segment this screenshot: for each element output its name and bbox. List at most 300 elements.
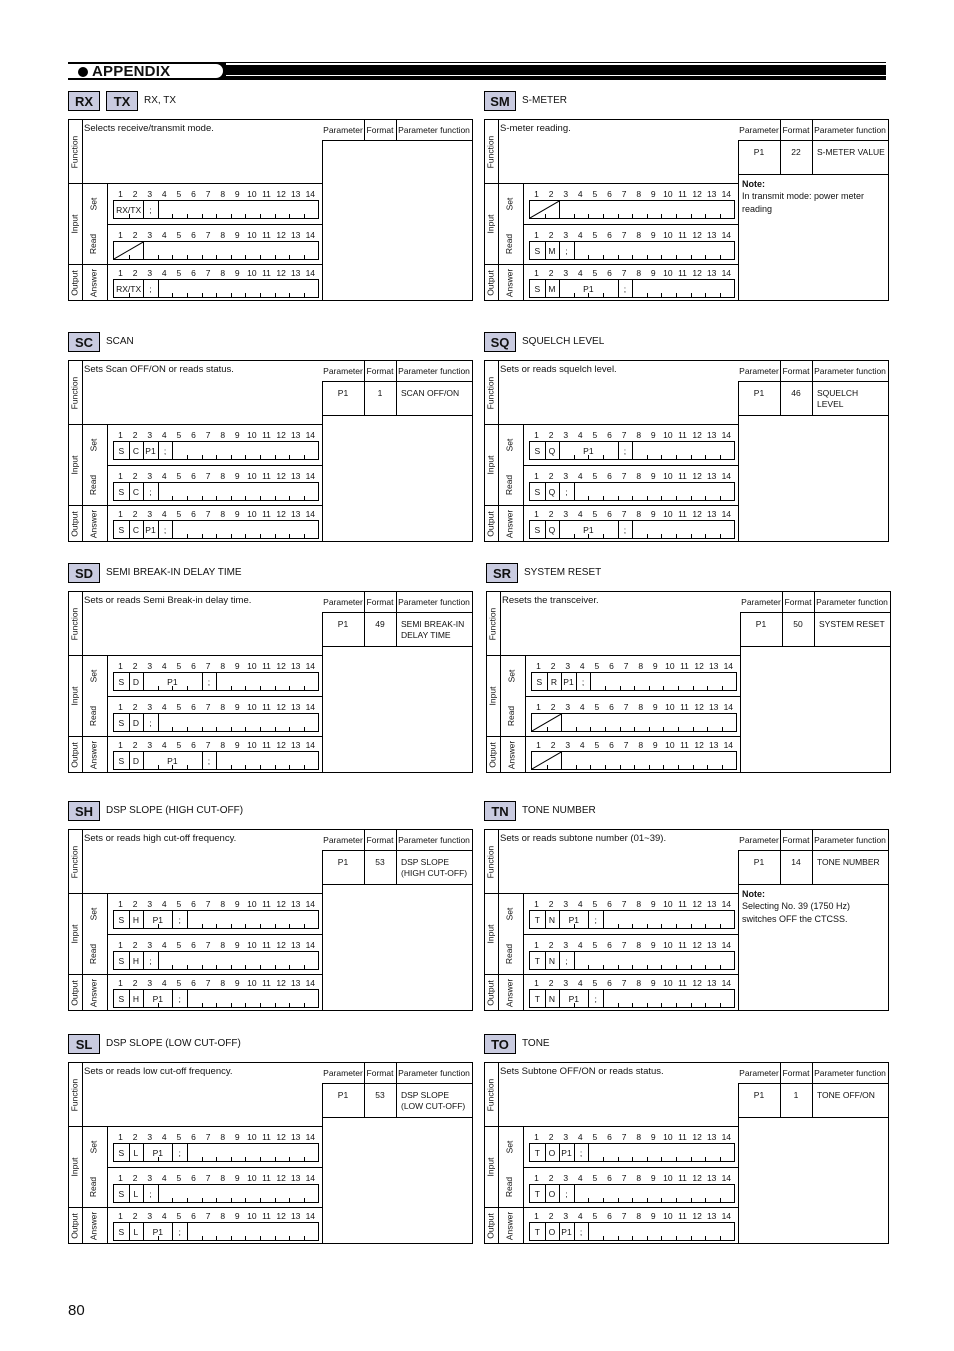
cell-tick	[661, 1236, 662, 1240]
digit-label: 2	[132, 740, 138, 750]
cell-tick	[590, 765, 591, 769]
digit-label: 1	[534, 430, 539, 440]
parameter-header: Parameter	[738, 361, 780, 381]
cell-tick	[202, 496, 203, 500]
cell-tick	[632, 965, 633, 969]
command-char: ;	[565, 246, 568, 256]
command-char: T	[534, 994, 540, 1004]
digit-label: 7	[205, 1132, 211, 1142]
cell-tick	[202, 1003, 203, 1007]
frame-line	[107, 1167, 322, 1168]
read-label: Read	[88, 233, 98, 255]
command-table	[484, 360, 889, 542]
command-cell	[529, 520, 735, 539]
cell-tick	[216, 293, 217, 297]
frame-line	[69, 736, 322, 737]
cell-tick	[663, 727, 664, 731]
digit-label: 2	[132, 471, 138, 481]
command-table	[484, 1062, 889, 1244]
cell-tick	[245, 1003, 246, 1007]
frame-line	[69, 505, 322, 506]
digit-label: 1	[118, 471, 123, 481]
digit-label: 7	[621, 1211, 627, 1221]
command-block-sq	[484, 332, 889, 547]
digit-label: 6	[607, 899, 612, 909]
digit-label: 9	[650, 471, 656, 481]
digit-label: 6	[191, 189, 196, 199]
command-cell	[113, 1222, 319, 1241]
table-line	[812, 830, 813, 884]
digit-label: 2	[132, 230, 138, 240]
cell-tick	[707, 686, 708, 690]
cell-tick	[618, 214, 619, 218]
command-char: L	[133, 1148, 139, 1158]
command-block-sr	[486, 563, 891, 778]
command-char: M	[548, 284, 556, 294]
command-cell	[113, 951, 319, 970]
cell-tick	[275, 686, 276, 690]
digit-label: 12	[276, 268, 286, 278]
parameter-function-header: Parameter function	[396, 592, 472, 612]
cell-tick	[590, 727, 591, 731]
cell-tick	[260, 924, 261, 928]
command-char: RX/TX	[116, 205, 142, 215]
cell-tick	[245, 255, 246, 259]
digit-label: 11	[680, 661, 689, 671]
digit-label: 7	[205, 1211, 211, 1221]
digit-label: 4	[579, 661, 585, 671]
digit-label: 8	[220, 189, 226, 199]
cell-tick	[634, 727, 635, 731]
command-char: ;	[565, 956, 568, 966]
digit-label: 2	[132, 899, 138, 909]
cell-tick	[647, 924, 648, 928]
not-available-slash	[532, 752, 561, 769]
parameter-table	[738, 1063, 888, 1244]
command-char: P1	[568, 915, 579, 925]
cell-tick	[231, 965, 232, 969]
position-digits	[69, 740, 329, 750]
parameter-format: 53	[375, 857, 385, 867]
command-char: T	[534, 915, 540, 925]
digit-label: 6	[191, 230, 196, 240]
cell-tick	[722, 727, 723, 731]
digit-label: 7	[205, 430, 211, 440]
command-block-sc	[68, 332, 473, 547]
digit-label: 11	[262, 899, 271, 909]
command-char: O	[548, 1227, 556, 1237]
digit-label: 7	[621, 230, 627, 240]
command-char: S	[118, 994, 125, 1004]
digit-label: 11	[262, 702, 271, 712]
cell-divider	[603, 911, 604, 928]
cell-divider	[561, 752, 562, 769]
digit-label: 10	[247, 471, 257, 481]
digit-label: 10	[665, 740, 675, 750]
cell-divider	[603, 990, 604, 1007]
frame-line	[69, 974, 322, 975]
digit-label: 9	[650, 268, 656, 278]
cell-divider	[187, 990, 188, 1007]
output-label: Output	[69, 979, 79, 1006]
digit-label: 8	[220, 1211, 226, 1221]
cell-tick	[705, 293, 706, 297]
digit-label: 11	[678, 1132, 687, 1142]
digit-label: 8	[220, 230, 226, 240]
digit-label: 3	[147, 702, 153, 712]
digit-label: 10	[663, 189, 673, 199]
digit-label: 6	[191, 940, 196, 950]
answer-label: Answer	[506, 740, 516, 769]
cell-tick	[304, 924, 305, 928]
function-description: S-meter reading.	[500, 123, 571, 134]
function-label: Function	[487, 607, 497, 640]
parameter-name: P1	[753, 857, 765, 867]
cell-divider	[158, 1185, 159, 1202]
set-label: Set	[504, 197, 514, 210]
digit-label: 1	[118, 740, 123, 750]
digit-label: 9	[234, 702, 240, 712]
digit-label: 11	[680, 702, 689, 712]
cell-tick	[187, 965, 188, 969]
cell-tick	[691, 1236, 692, 1240]
cell-divider	[574, 1185, 575, 1202]
cell-divider	[559, 201, 560, 218]
parameter-function: SCAN OFF/ON	[401, 388, 460, 398]
cell-tick	[720, 965, 721, 969]
digit-label: 6	[191, 661, 196, 671]
function-description: Sets Subtone OFF/ON or reads status.	[500, 1066, 664, 1077]
set-label: Set	[88, 197, 98, 210]
digit-label: 7	[621, 268, 627, 278]
cell-tick	[304, 1198, 305, 1202]
digit-label: 12	[276, 899, 286, 909]
digit-label: 1	[118, 702, 123, 712]
cell-divider	[172, 442, 173, 459]
cell-tick	[245, 1198, 246, 1202]
input-label: Input	[485, 214, 495, 233]
digit-label: 6	[191, 509, 196, 519]
cell-tick	[289, 686, 290, 690]
cell-tick	[216, 534, 217, 538]
command-block-to	[484, 1034, 889, 1249]
digit-label: 3	[563, 471, 569, 481]
table-line	[740, 646, 890, 647]
digit-label: 14	[305, 661, 316, 671]
frame-line	[525, 696, 740, 697]
answer-label: Answer	[88, 740, 98, 769]
position-digits	[69, 230, 329, 240]
digit-label: 13	[290, 940, 301, 950]
cell-tick	[647, 534, 648, 538]
digit-label: 4	[577, 1173, 583, 1183]
digit-label: 14	[305, 740, 316, 750]
digit-label: 5	[592, 1211, 598, 1221]
command-char: ;	[178, 1148, 181, 1158]
digit-label: 11	[678, 899, 687, 909]
digit-label: 14	[305, 430, 316, 440]
digit-label: 13	[706, 430, 717, 440]
digit-label: 9	[234, 471, 240, 481]
digit-label: 1	[536, 740, 541, 750]
answer-label: Answer	[88, 978, 98, 1007]
cell-tick	[632, 255, 633, 259]
cell-tick	[289, 1157, 290, 1161]
command-cell	[529, 241, 735, 260]
header-pill	[68, 63, 224, 79]
command-cell	[529, 482, 735, 501]
format-header: Format	[364, 1063, 396, 1083]
parameter-table	[322, 592, 472, 773]
digit-label: 8	[636, 899, 642, 909]
position-digits	[485, 1211, 745, 1221]
digit-label: 5	[592, 230, 598, 240]
cell-tick	[661, 455, 662, 459]
position-digits	[69, 1132, 329, 1142]
command-char: O	[548, 1189, 556, 1199]
parameter-name: P1	[337, 857, 349, 867]
cell-tick	[275, 534, 276, 538]
cell-tick	[216, 255, 217, 259]
digit-label: 10	[665, 661, 675, 671]
output-label: Output	[485, 269, 495, 296]
command-char: P1	[583, 446, 594, 456]
cell-tick	[245, 924, 246, 928]
digit-label: 1	[534, 509, 539, 519]
digit-label: 11	[678, 430, 687, 440]
cell-tick	[661, 1003, 662, 1007]
function-description: Selects receive/transmit mode.	[84, 123, 214, 134]
digit-label: 12	[276, 1132, 286, 1142]
frame-line	[485, 893, 738, 894]
function-label: Function	[69, 376, 79, 409]
digit-label: 8	[220, 702, 226, 712]
table-line	[812, 1063, 813, 1117]
table-line	[738, 381, 888, 382]
cell-tick	[187, 534, 188, 538]
cell-tick	[632, 1198, 633, 1202]
cell-tick	[693, 727, 694, 731]
digit-label: 4	[161, 1211, 167, 1221]
position-digits	[485, 471, 745, 481]
cell-tick	[304, 255, 305, 259]
digit-label: 10	[247, 740, 257, 750]
command-title: RX, TX	[144, 95, 177, 106]
cell-tick	[231, 1198, 232, 1202]
table-line	[812, 120, 813, 174]
digit-label: 8	[220, 430, 226, 440]
cell-tick	[693, 765, 694, 769]
digit-label: 4	[579, 740, 585, 750]
cell-tick	[676, 534, 677, 538]
cell-tick	[260, 1157, 261, 1161]
command-code-badge: SL	[68, 1034, 100, 1054]
command-block-sm	[484, 91, 889, 306]
table-line	[396, 1063, 397, 1117]
command-table	[68, 1062, 473, 1244]
digit-label: 13	[708, 702, 719, 712]
command-char: P1	[152, 915, 163, 925]
digit-label: 5	[176, 899, 182, 909]
cell-tick	[275, 1198, 276, 1202]
digit-label: 12	[692, 509, 702, 519]
digit-label: 4	[161, 1173, 167, 1183]
frame-line	[485, 505, 738, 506]
frame-line	[523, 465, 738, 466]
command-char: ;	[178, 1227, 181, 1237]
cell-tick	[661, 255, 662, 259]
digit-label: 1	[118, 940, 123, 950]
cell-tick	[705, 455, 706, 459]
cell-tick	[647, 1157, 648, 1161]
cell-tick	[245, 686, 246, 690]
digit-label: 11	[678, 189, 687, 199]
cell-tick	[649, 727, 650, 731]
cell-tick	[260, 765, 261, 769]
parameter-format: 14	[791, 857, 801, 867]
command-char: ;	[163, 525, 167, 535]
frame-line	[107, 696, 322, 697]
cell-divider	[158, 201, 159, 218]
command-char: S	[534, 487, 541, 497]
cell-tick	[722, 765, 723, 769]
answer-label: Answer	[504, 1211, 514, 1240]
cell-tick	[691, 496, 692, 500]
command-title: SEMI BREAK-IN DELAY TIME	[106, 567, 242, 578]
digit-label: 3	[147, 899, 153, 909]
cell-divider	[216, 673, 217, 690]
digit-label: 9	[650, 940, 656, 950]
cell-tick	[231, 1236, 232, 1240]
command-title: TONE NUMBER	[522, 805, 596, 816]
command-cell	[113, 910, 319, 929]
parameter-table	[322, 1063, 472, 1244]
table-line	[396, 830, 397, 884]
set-label: Set	[504, 438, 514, 451]
parameter-header: Parameter	[322, 830, 364, 850]
digit-label: 4	[577, 509, 583, 519]
digit-label: 7	[623, 702, 629, 712]
cell-tick	[705, 496, 706, 500]
cell-tick	[289, 496, 290, 500]
cell-tick	[304, 686, 305, 690]
command-cell	[113, 989, 319, 1008]
cell-tick	[676, 496, 677, 500]
digit-label: 12	[692, 268, 702, 278]
cell-tick	[260, 496, 261, 500]
command-block-tn	[484, 801, 889, 1016]
cell-tick	[618, 965, 619, 969]
digit-label: 4	[161, 471, 167, 481]
command-table	[484, 829, 889, 1011]
digit-label: 6	[191, 702, 196, 712]
frame-line	[107, 934, 322, 935]
cell-tick	[632, 1236, 633, 1240]
cell-tick	[231, 214, 232, 218]
cell-tick	[289, 214, 290, 218]
digit-label: 6	[607, 230, 612, 240]
digit-label: 7	[205, 740, 211, 750]
digit-label: 12	[692, 430, 702, 440]
digit-label: 5	[592, 471, 598, 481]
format-header: Format	[780, 830, 812, 850]
parameter-function: SEMI BREAK-IN DELAY TIME	[401, 619, 465, 640]
command-char: S	[118, 1148, 125, 1158]
digit-label: 3	[563, 1132, 569, 1142]
digit-label: 6	[607, 1132, 612, 1142]
set-label: Set	[504, 1140, 514, 1153]
position-digits	[487, 702, 747, 712]
command-char: ;	[565, 1189, 568, 1199]
digit-label: 3	[563, 978, 569, 988]
cell-tick	[231, 727, 232, 731]
cell-tick	[216, 455, 217, 459]
command-char: H	[132, 915, 139, 925]
digit-label: 13	[290, 1173, 301, 1183]
cell-tick	[605, 686, 606, 690]
cell-tick	[676, 455, 677, 459]
input-label: Input	[69, 686, 79, 705]
digit-label: 8	[636, 940, 642, 950]
digit-label: 8	[220, 1173, 226, 1183]
digit-label: 10	[663, 471, 673, 481]
cell-tick	[720, 1003, 721, 1007]
digit-label: 3	[563, 509, 569, 519]
digit-label: 12	[276, 661, 286, 671]
cell-divider	[143, 242, 144, 259]
digit-label: 2	[548, 268, 554, 278]
cell-divider	[158, 483, 159, 500]
table-line	[738, 884, 888, 885]
frame-line	[523, 893, 524, 1011]
digit-label: 10	[247, 899, 257, 909]
set-label: Set	[88, 1140, 98, 1153]
frame-line	[523, 1167, 738, 1168]
digit-label: 1	[118, 1173, 123, 1183]
digit-label: 5	[176, 1211, 182, 1221]
parameter-name: P1	[755, 619, 767, 629]
digit-label: 4	[577, 471, 583, 481]
digit-label: 14	[721, 899, 732, 909]
cell-tick	[304, 293, 305, 297]
digit-label: 2	[132, 189, 138, 199]
parameter-header: Parameter	[738, 120, 780, 140]
cell-tick	[289, 1003, 290, 1007]
command-title: DSP SLOPE (LOW CUT-OFF)	[106, 1038, 241, 1049]
note-text: Selecting No. 39 (1750 Hz) switches OFF the CTCSS.	[742, 901, 851, 924]
answer-label: Answer	[504, 509, 514, 538]
command-cell	[113, 241, 319, 260]
frame-line	[523, 424, 524, 542]
command-char: ;	[594, 994, 597, 1004]
digit-label: 11	[262, 189, 271, 199]
cell-tick	[647, 1236, 648, 1240]
cell-divider	[216, 752, 217, 769]
output-label: Output	[485, 510, 495, 537]
position-digits	[69, 509, 329, 519]
position-digits	[69, 430, 329, 440]
function-description: Sets or reads squelch level.	[500, 364, 617, 375]
parameter-table	[322, 120, 472, 301]
frame-line	[107, 183, 108, 301]
digit-label: 10	[247, 1132, 257, 1142]
cell-tick	[289, 1236, 290, 1240]
cell-tick	[647, 965, 648, 969]
command-code-badge: SC	[68, 332, 100, 352]
cell-tick	[676, 1236, 677, 1240]
cell-tick	[172, 255, 173, 259]
position-digits	[69, 702, 329, 712]
